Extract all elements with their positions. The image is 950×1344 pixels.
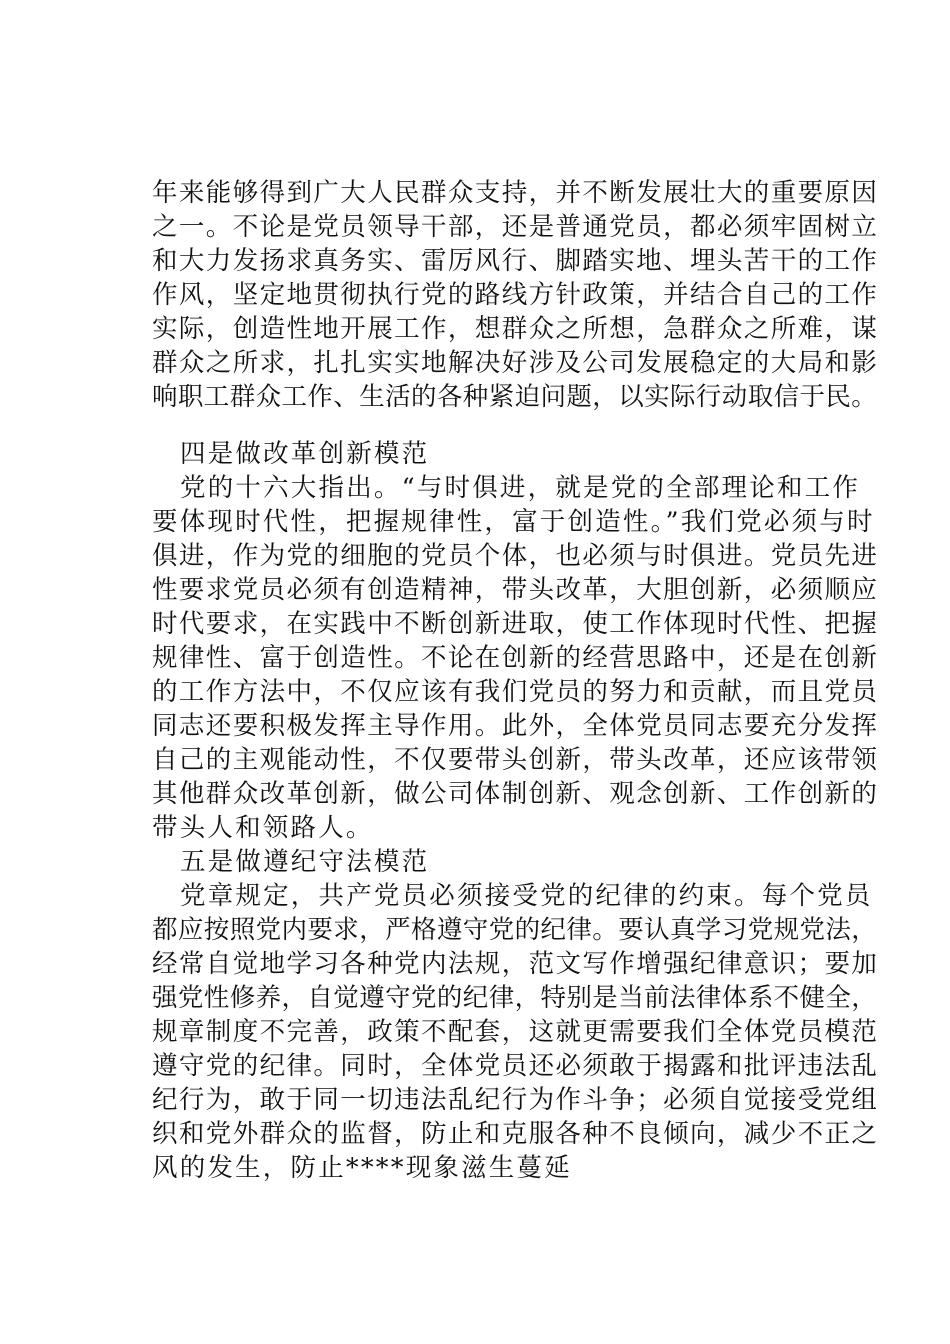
text-line: 经常自觉地学习各种党内法规，范文写作增强纪律意识；要加 xyxy=(152,949,879,979)
text-line: 纪行为，敢于同一切违法乱纪行为作斗争；必须自觉接受党组 xyxy=(152,1085,879,1115)
text-line: 带头人和领路人。 xyxy=(152,813,374,843)
text-line: 规律性、富于创造性。不论在创新的经营思路中，还是在创新 xyxy=(152,643,879,673)
text-line: 规章制度不完善，政策不配套，这就更需要我们全体党员模范 xyxy=(152,1017,879,1047)
text-line: 的工作方法中，不仅应该有我们党员的努力和贡献，而且党员 xyxy=(152,677,879,707)
text-line: 年来能够得到广大人民群众支持，并不断发展壮大的重要原因 xyxy=(152,178,879,208)
text-line: 同志还要积极发挥主导作用。此外，全体党员同志要充分发挥 xyxy=(152,711,879,741)
section-heading-five: 五是做遵纪守法模范 xyxy=(180,847,430,877)
text-line: 都应按照党内要求，严格遵守党的纪律。要认真学习党规党法， xyxy=(152,915,878,945)
text-line: 党章规定，共产党员必须接受党的纪律的约束。每个党员 xyxy=(180,881,873,911)
text-line: 自己的主观能动性，不仅要带头创新，带头改革，还应该带领 xyxy=(152,745,879,775)
text-line: 织和党外群众的监督，防止和克服各种不良倾向，减少不正之 xyxy=(152,1119,879,1149)
text-line: 性要求党员必须有创造精神，带头改革，大胆创新，必须顺应 xyxy=(152,575,879,605)
text-line: 之一。不论是党员领导干部，还是普通党员，都必须牢固树立 xyxy=(152,212,879,242)
text-line: 遵守党的纪律。同时，全体党员还必须敢于揭露和批评违法乱 xyxy=(152,1051,879,1081)
text-line: 风的发生，防止****现象滋生蔓延 xyxy=(152,1153,572,1183)
text-line: 群众之所求，扎扎实实地解决好涉及公司发展稳定的大局和影 xyxy=(152,348,879,378)
text-line: 和大力发扬求真务实、雷厉风行、脚踏实地、埋头苦干的工作 xyxy=(152,246,879,276)
text-line: 强党性修养，自觉遵守党的纪律，特别是当前法律体系不健全， xyxy=(152,983,878,1013)
text-line: 俱进，作为党的细胞的党员个体，也必须与时俱进。党员先进 xyxy=(152,541,879,571)
text-line: 时代要求，在实践中不断创新进取，使工作体现时代性、把握 xyxy=(152,609,879,639)
text-line: 实际，创造性地开展工作，想群众之所想，急群众之所难，谋 xyxy=(152,314,879,344)
section-heading-four: 四是做改革创新模范 xyxy=(180,439,430,469)
text-line: 要体现时代性，把握规律性，富于创造性。”我们党必须与时 xyxy=(152,507,875,537)
text-line: 其他群众改革创新，做公司体制创新、观念创新、工作创新的 xyxy=(152,779,879,809)
text-line: 党的十六大指出。“与时俱进，就是党的全部理论和工作 xyxy=(180,473,861,503)
text-line: 响职工群众工作、生活的各种紧迫问题，以实际行动取信于民。 xyxy=(152,382,878,412)
text-line: 作风，坚定地贯彻执行党的路线方针政策，并结合自己的工作 xyxy=(152,280,879,310)
